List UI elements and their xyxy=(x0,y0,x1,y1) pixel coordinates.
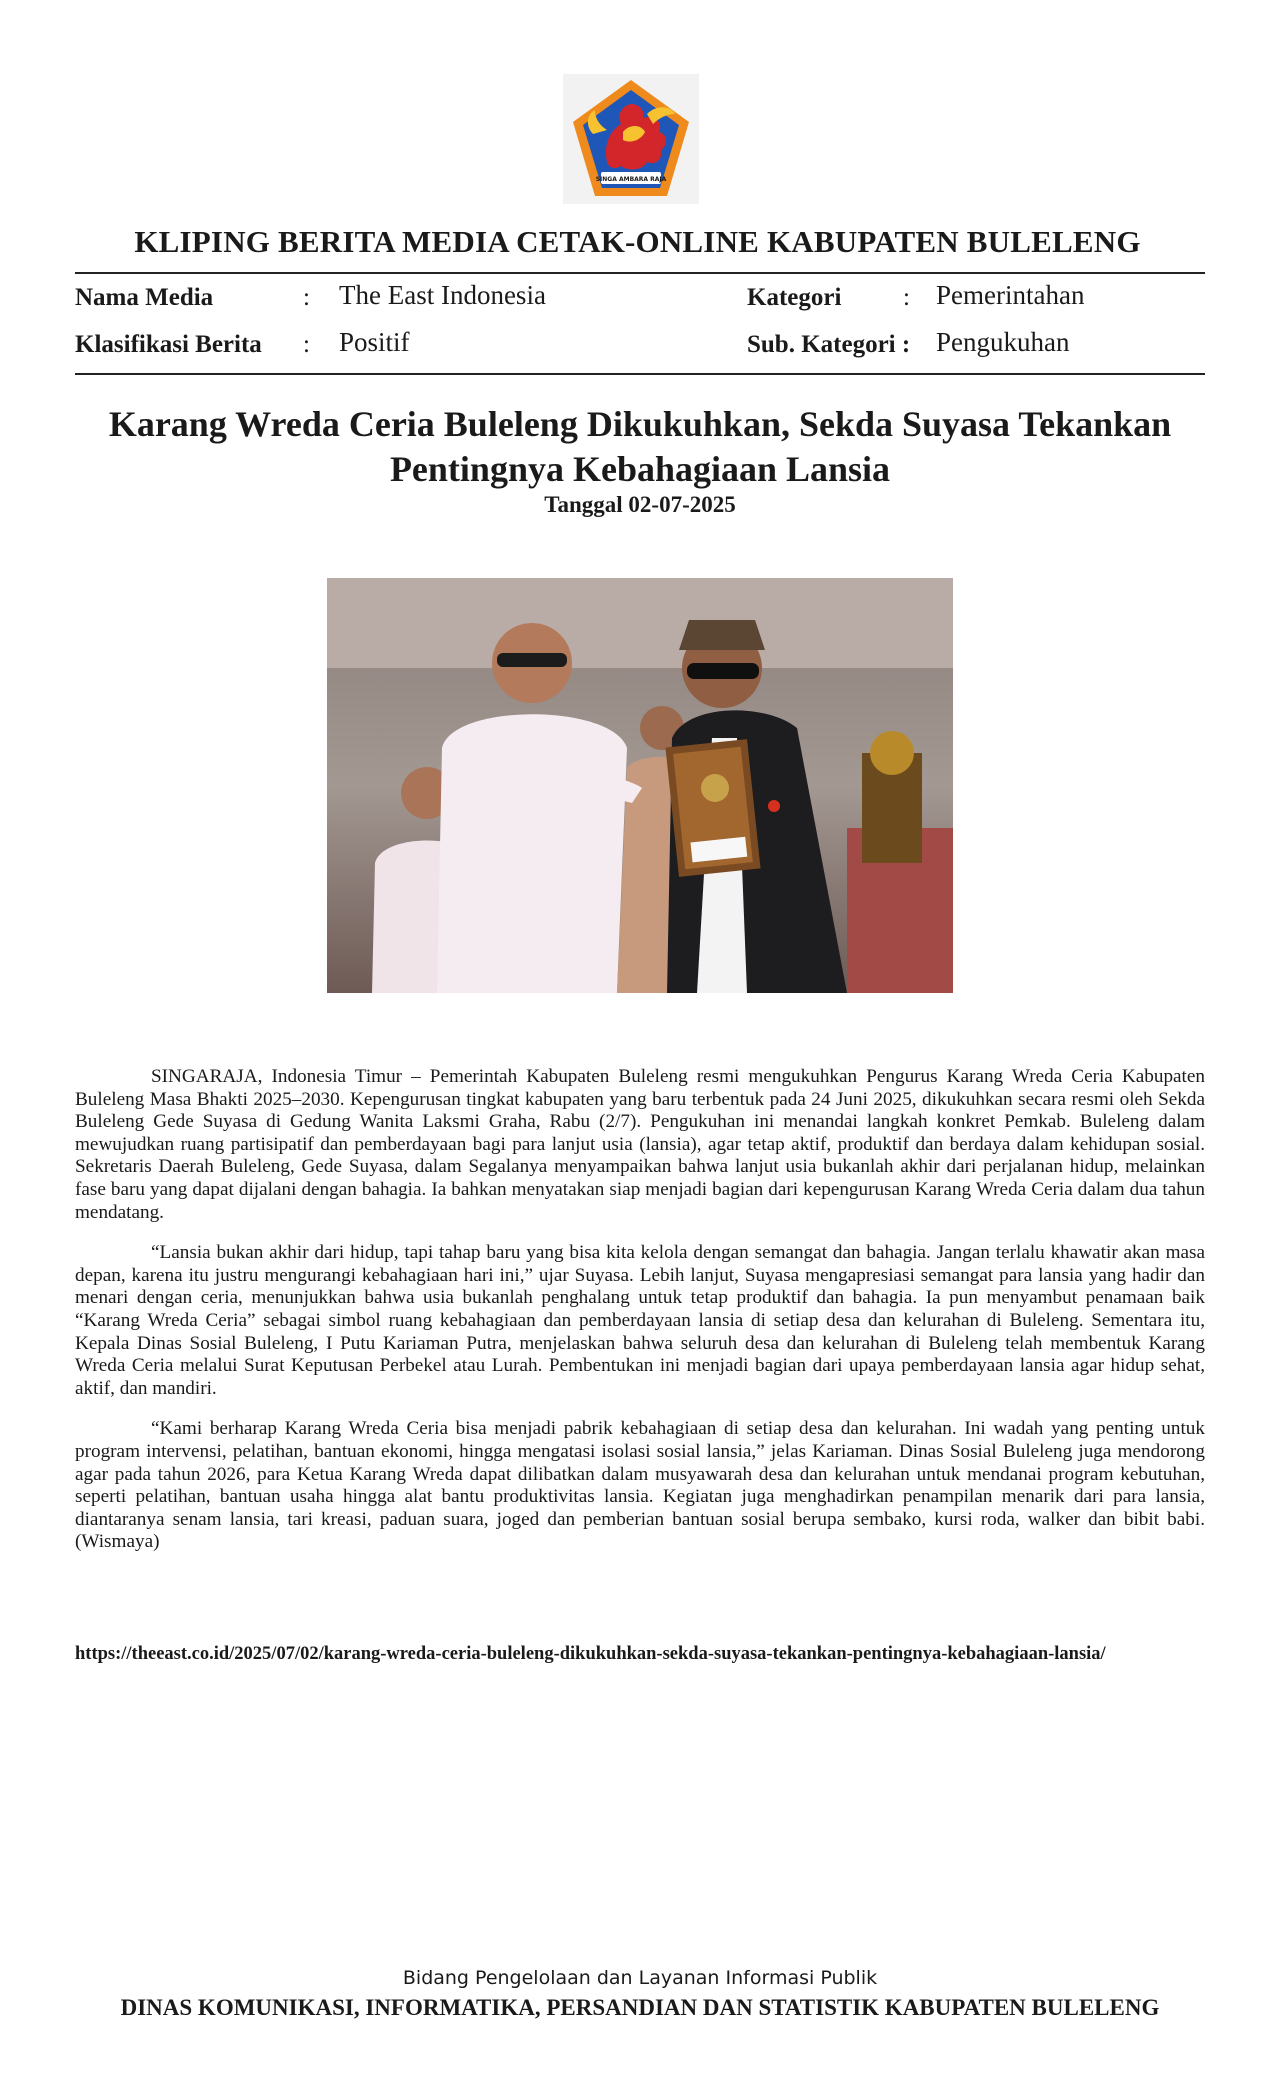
subkategori-value: Pengukuhan xyxy=(936,327,1070,357)
media-value: The East Indonesia xyxy=(339,280,546,310)
article-photo xyxy=(327,578,953,993)
subkategori-label: Sub. Kategori : xyxy=(747,331,911,358)
header-rule-top xyxy=(75,272,1205,274)
headline-line-1: Karang Wreda Ceria Buleleng Dikukuhkan, Sekda Suyasa Tekankan xyxy=(108,404,1172,444)
footer-agency: DINAS KOMUNIKASI, INFORMATIKA, PERSANDIAN DAN STATISTIK KABUPATEN BULELENG xyxy=(120,1995,1160,2020)
article-paragraph-1: SINGARAJA, Indonesia Timur – Pemerintah Kabupaten Buleleng resmi mengukuhkan Pengurus Karang Wreda Ceria Kabupaten Buleleng Masa Bhakti 2025–2030. Kepengurusan tingkat kabupaten yang baru terbentuk pada 24 Juni 2025, dikukuhkan secara resmi oleh Sekda Buleleng Gede Suyasa di Gedung Wanita Laksmi Graha, Rabu (2/7). Pengukuhan ini menandai langkah konkret Pemkab. Buleleng dalam mewujudkan ruang partisipatif dan pemberdayaan bagi para lanjut usia (lansia), agar tetap aktif, produktif dan berdaya dalam kehidupan sosial. Sekretaris Daerah Buleleng, Gede Suyasa, dalam Segalanya menyampaikan bahwa lanjut usia bukanlah akhir dari perjalanan hidup, melainkan fase baru yang dapat dijalani dengan bahagia. Ia bahkan menyatakan siap menjadi bagian dari kepengurusan Karang Wreda Ceria dalam dua tahun mendatang. xyxy=(75,1066,1205,1223)
article-paragraph-3: “Kami berharap Karang Wreda Ceria bisa menjadi pabrik kebahagiaan di setiap desa dan kelurahan. Ini wadah yang penting untuk program intervensi, pelatihan, bantuan ekonomi, hingga mengatasi isolasi sosial lansia,” jelas Kariaman. Dinas Sosial Buleleng juga mendorong agar pada tahun 2026, para Ketua Karang Wreda dapat dilibatkan dalam musyawarah desa dan kelurahan untuk mendanai program kebutuhan, seperti pelatihan, bantuan usaha hingga alat bantu produktivitas lansia. Kegiatan juga menghadirkan penampilan menarik dari para lansia, diantaranya senam lansia, tari kreasi, paduan suara, joged dan pemberian bantuan sosial berupa sembako, kursi roda, walker dan bibit babi.(Wismaya) xyxy=(75,1418,1205,1553)
article-body xyxy=(75,1066,1205,1572)
article-date: Tanggal 02-07-2025 xyxy=(544,492,736,517)
kategori-value: Pemerintahan xyxy=(936,280,1085,310)
kategori-colon: : xyxy=(903,284,910,311)
footer-department: Bidang Pengelolaan dan Layanan Informasi Publik xyxy=(402,1967,878,1989)
klasifikasi-value: Positif xyxy=(339,327,410,357)
klasifikasi-label: Klasifikasi Berita xyxy=(75,331,262,358)
logo-motto-text: SINGA AMBARA RAJA xyxy=(595,176,667,183)
media-colon: : xyxy=(303,284,310,311)
buleleng-emblem-logo xyxy=(563,74,699,204)
source-url-link[interactable]: https://theeast.co.id/2025/07/02/karang-wreda-ceria-buleleng-dikukuhkan-sekda-suyasa-tekankan-pentingnya-kebahagiaan-lansia/ xyxy=(75,1644,1106,1664)
header-rule-bottom xyxy=(75,373,1205,375)
headline-line-2: Pentingnya Kebahagiaan Lansia xyxy=(389,449,891,489)
media-label: Nama Media xyxy=(75,284,214,311)
document-title: KLIPING BERITA MEDIA CETAK-ONLINE KABUPATEN BULELENG xyxy=(134,224,1141,259)
kategori-label: Kategori xyxy=(747,284,842,311)
klasifikasi-colon: : xyxy=(303,331,310,358)
article-headline xyxy=(75,402,1205,492)
article-paragraph-2: “Lansia bukan akhir dari hidup, tapi tahap baru yang bisa kita kelola dengan semangat dan bahagia. Jangan terlalu khawatir akan masa depan, karena itu justru mengurangi kebahagiaan hari ini,” ujar Suyasa. Lebih lanjut, Suyasa mengapresiasi semangat para lansia yang hadir dan menari dengan ceria, menunjukkan bahwa usia bukanlah penghalang untuk tetap produktif dan bahagia. Ia pun menyambut penamaan baik “Karang Wreda Ceria” sebagai simbol ruang kebahagiaan dan pemberdayaan lansia di setiap desa dan kelurahan di Buleleng. Sementara itu, Kepala Dinas Sosial Buleleng, I Putu Kariaman Putra, menjelaskan bahwa seluruh desa dan kelurahan di Buleleng telah membentuk Karang Wreda Ceria melalui Surat Keputusan Perbekel atau Lurah. Pembentukan ini menjadi bagian dari upaya pemberdayaan lansia agar hidup sehat, aktif, dan mandiri. xyxy=(75,1242,1205,1399)
